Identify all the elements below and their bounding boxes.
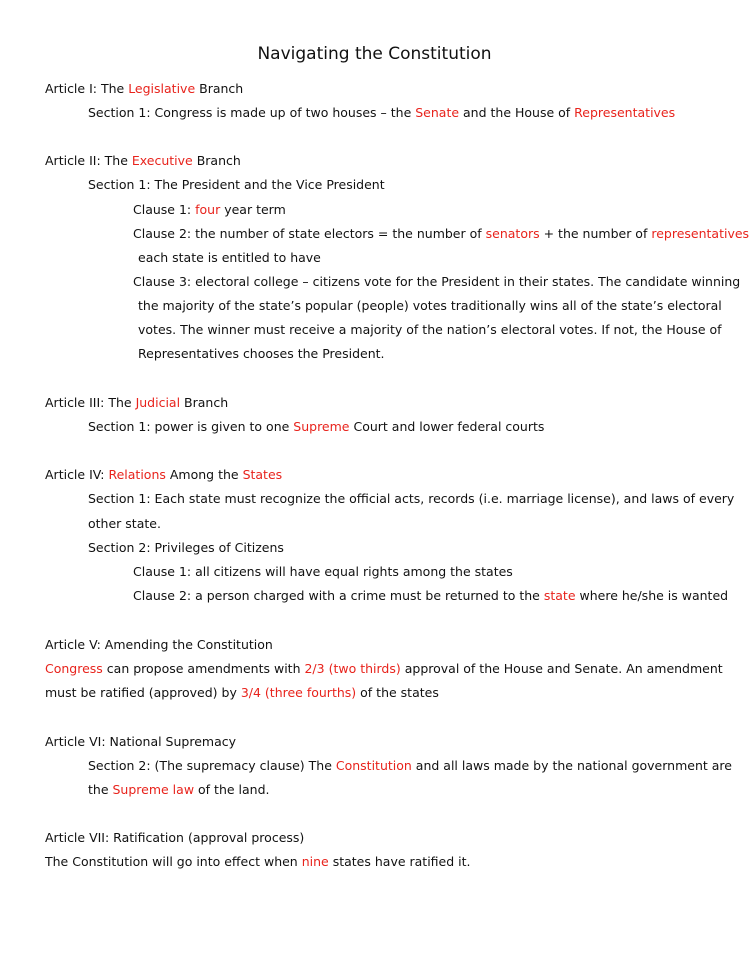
text-segment: states have ratified it. xyxy=(328,854,471,869)
highlighted-term: Senate xyxy=(415,105,460,120)
article-2-heading xyxy=(45,152,241,170)
highlighted-term: nine xyxy=(301,854,329,869)
text-segment: : electoral college – citizens vote for the President in their states. The candidate winning xyxy=(186,274,741,289)
text-segment: each state is entitled to have xyxy=(138,250,321,265)
article-1-heading xyxy=(45,80,243,98)
text-segment: and the House of xyxy=(459,105,575,120)
text-segment: : a person charged with a crime must be returned to the xyxy=(186,588,544,603)
text-segment: and all laws made by the national government are xyxy=(411,758,732,773)
article-7-text xyxy=(45,853,471,871)
text-segment: Clause 1 xyxy=(133,202,187,217)
text-segment: : Privileges of Citizens xyxy=(146,540,284,555)
text-segment: : The xyxy=(96,153,132,168)
text-segment: Article V xyxy=(45,637,97,652)
text-segment: : The xyxy=(100,395,136,410)
text-segment: Court and lower federal courts xyxy=(349,419,545,434)
text-segment: where he/she is wanted xyxy=(575,588,729,603)
text-segment: Among the xyxy=(165,467,243,482)
text-segment: Branch xyxy=(192,153,241,168)
text-segment: Branch xyxy=(180,395,229,410)
text-segment: Branch xyxy=(195,81,244,96)
article-2-clause-2-b xyxy=(138,249,321,267)
article-5-text-b xyxy=(45,684,439,702)
article-4-section-1-a xyxy=(88,490,734,508)
article-2-clause-2-a xyxy=(133,225,749,243)
article-5-text-a xyxy=(45,660,723,678)
highlighted-term: Judicial xyxy=(135,395,181,410)
article-6-section-2-b xyxy=(88,781,270,799)
highlighted-term: Relations xyxy=(108,467,166,482)
text-segment: : Congress is made up of two houses – the xyxy=(146,105,416,120)
text-segment: Section 1 xyxy=(88,105,147,120)
article-4-clause-2 xyxy=(133,587,728,605)
highlighted-term: 2/3 (two thirds) xyxy=(304,661,401,676)
highlighted-term: Legislative xyxy=(128,81,196,96)
text-segment: : xyxy=(186,202,196,217)
text-segment: Clause 2 xyxy=(133,226,187,241)
text-segment: Article VII xyxy=(45,830,105,845)
highlighted-term: Supreme law xyxy=(112,782,195,797)
text-segment: Section 1 xyxy=(88,177,147,192)
text-segment: Representatives chooses the President. xyxy=(138,346,385,361)
text-segment: : The xyxy=(92,81,129,96)
text-segment: Section 1 xyxy=(88,419,147,434)
text-segment: : Amending the Constitution xyxy=(96,637,273,652)
text-segment: : The President and the Vice President xyxy=(146,177,385,192)
text-segment: of the land. xyxy=(194,782,270,797)
article-2-clause-3-b xyxy=(138,297,722,315)
highlighted-term: four xyxy=(195,202,221,217)
text-segment: Clause 3 xyxy=(133,274,187,289)
text-segment: of the states xyxy=(356,685,439,700)
text-segment: the majority of the state’s popular (people) votes traditionally wins all of the state’s electoral xyxy=(138,298,722,313)
article-4-clause-1 xyxy=(133,563,513,581)
text-segment: The Constitution will go into effect when xyxy=(45,854,302,869)
highlighted-term: senators xyxy=(485,226,540,241)
text-segment: Section 2 xyxy=(88,758,147,773)
text-segment: Article VI xyxy=(45,734,102,749)
highlighted-term: state xyxy=(543,588,576,603)
article-6-section-2-a xyxy=(88,757,732,775)
text-segment: Article II xyxy=(45,153,97,168)
highlighted-term: Congress xyxy=(45,661,103,676)
text-segment: + the number of xyxy=(539,226,652,241)
text-segment: can propose amendments with xyxy=(102,661,305,676)
article-5-heading xyxy=(45,636,273,654)
text-segment: approval of the House and Senate. An amendment xyxy=(400,661,723,676)
article-7-heading xyxy=(45,829,304,847)
highlighted-term: Supreme xyxy=(293,419,350,434)
text-segment: : (The supremacy clause) The xyxy=(146,758,336,773)
article-4-section-2 xyxy=(88,539,284,557)
text-segment: Article I xyxy=(45,81,93,96)
text-segment: : the number of state electors = the number of xyxy=(186,226,486,241)
article-3-heading xyxy=(45,394,228,412)
highlighted-term: States xyxy=(242,467,283,482)
highlighted-term: Constitution xyxy=(335,758,412,773)
article-1-section-1 xyxy=(88,104,675,122)
text-segment: : power is given to one xyxy=(146,419,294,434)
text-segment: Article IV xyxy=(45,467,101,482)
text-segment: : National Supremacy xyxy=(101,734,237,749)
text-segment: Section 1 xyxy=(88,491,147,506)
text-segment: Clause 1 xyxy=(133,564,187,579)
text-segment: votes. The winner must receive a majority of the nation’s electoral votes. If not, the House of xyxy=(138,322,722,337)
text-segment: : Each state must recognize the official acts, records (i.e. marriage license), and laws of every xyxy=(146,491,735,506)
text-segment: must be ratified (approved) by xyxy=(45,685,241,700)
text-segment: the xyxy=(88,782,113,797)
article-6-heading xyxy=(45,733,236,751)
text-segment: year term xyxy=(220,202,286,217)
article-2-section-1 xyxy=(88,176,385,194)
text-segment: : all citizens will have equal rights among the states xyxy=(186,564,513,579)
text-segment: other state. xyxy=(88,516,161,531)
text-segment: Article III xyxy=(45,395,101,410)
article-3-section-1 xyxy=(88,418,544,436)
page-title: Navigating the Constitution xyxy=(257,44,492,64)
highlighted-term: Executive xyxy=(131,153,193,168)
article-4-section-1-b xyxy=(88,515,161,533)
text-segment: Section 2 xyxy=(88,540,147,555)
highlighted-term: Representatives xyxy=(574,105,676,120)
highlighted-term: representatives xyxy=(651,226,749,241)
highlighted-term: 3/4 (three fourths) xyxy=(240,685,357,700)
article-2-clause-3-c xyxy=(138,321,722,339)
article-2-clause-3-a xyxy=(133,273,740,291)
text-segment: : Ratification (approval process) xyxy=(105,830,305,845)
article-2-clause-3-d xyxy=(138,345,384,363)
text-segment: : xyxy=(100,467,109,482)
article-4-heading xyxy=(45,466,282,484)
article-2-clause-1 xyxy=(133,201,286,219)
text-segment: Clause 2 xyxy=(133,588,187,603)
